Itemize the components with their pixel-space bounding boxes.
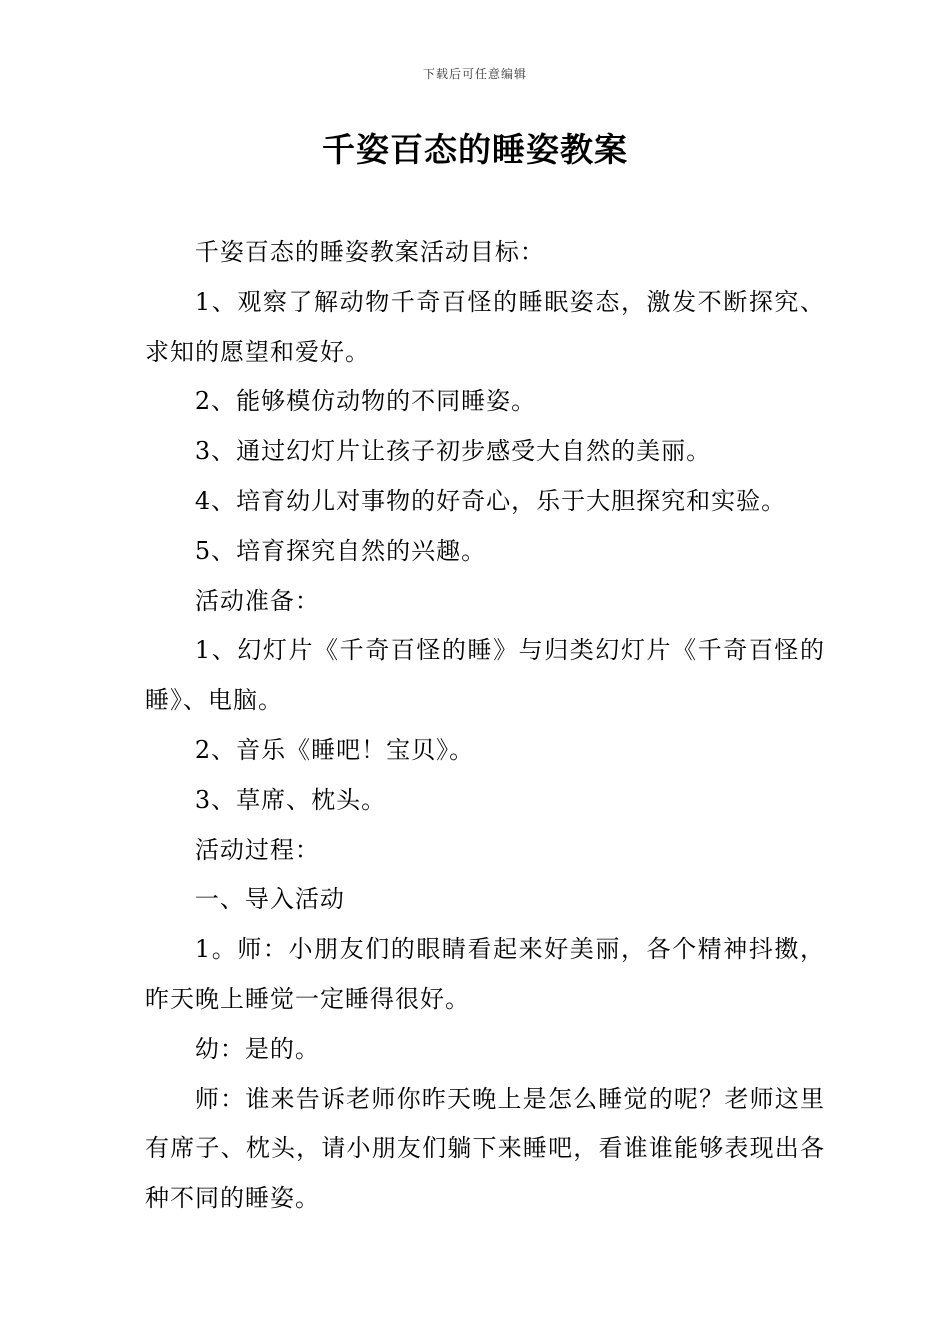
paragraph-dialogue-1: 1。师：小朋友们的眼睛看起来好美丽，各个精神抖擞，昨天晚上睡觉一定睡得很好。 (145, 935, 825, 1013)
document-body (145, 228, 825, 1224)
paragraph-objective-3: 3、通过幻灯片让孩子初步感受大自然的美丽。 (194, 437, 712, 466)
document-title: 千姿百态的睡姿教案 (322, 130, 628, 169)
paragraph-objective-1: 1、观察了解动物千奇百怪的睡眠姿态，激发不断探究、求知的愿望和爱好。 (145, 287, 825, 366)
paragraph-preparation-3: 3、草席、枕头。 (194, 785, 387, 814)
paragraph-preparation-1: 1、幻灯片《千奇百怪的睡》与归类幻灯片《千奇百怪的睡》、电脑。 (145, 636, 825, 715)
paragraph-process-heading: 活动过程： (194, 835, 320, 864)
paragraph-preparation-heading: 活动准备： (194, 586, 320, 615)
paragraph-objective-4: 4、培育幼儿对事物的好奇心，乐于大胆探究和实验。 (194, 486, 787, 515)
paragraph-process-section-1: 一、导入活动 (194, 885, 345, 914)
paragraph-dialogue-2: 幼：是的。 (194, 1034, 320, 1063)
paragraph-preparation-2: 2、音乐《睡吧！宝贝》。 (194, 735, 475, 764)
paragraph-objective-5: 5、培育探究自然的兴趣。 (194, 536, 487, 565)
paragraph-objective-2: 2、能够模仿动物的不同睡姿。 (194, 387, 537, 416)
paragraph-dialogue-3: 师：谁来告诉老师你昨天晚上是怎么睡觉的呢？老师这里有席子、枕头，请小朋友们躺下来睡吧，看谁谁能够表现出各种不同的睡姿。 (145, 1084, 825, 1213)
header-note: 下载后可任意编辑 (422, 67, 527, 81)
paragraph-objectives-heading: 千姿百态的睡姿教案活动目标： (194, 238, 545, 266)
